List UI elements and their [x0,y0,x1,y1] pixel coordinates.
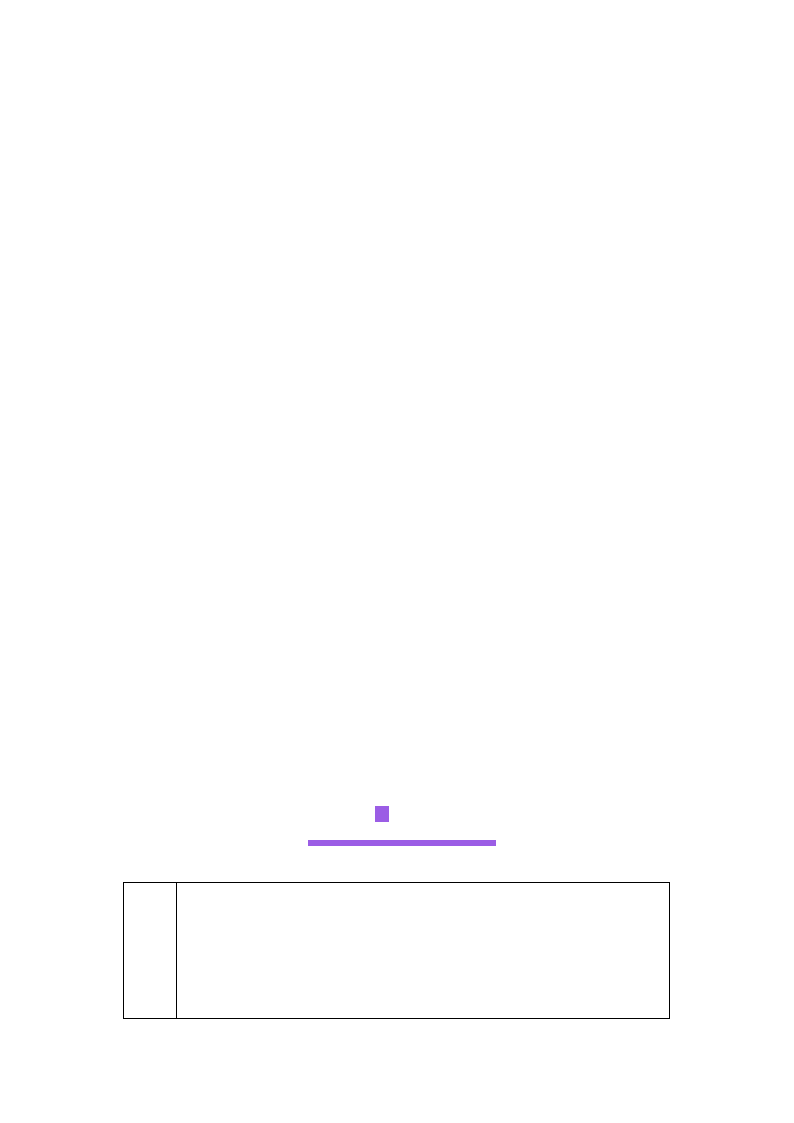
table-header-cell [124,883,177,1019]
exam-list-cell [177,883,670,1019]
section-number-mark [375,806,389,822]
section-banner [272,792,522,862]
exam-analysis-table [123,882,670,1019]
section-title-bar [308,840,496,846]
